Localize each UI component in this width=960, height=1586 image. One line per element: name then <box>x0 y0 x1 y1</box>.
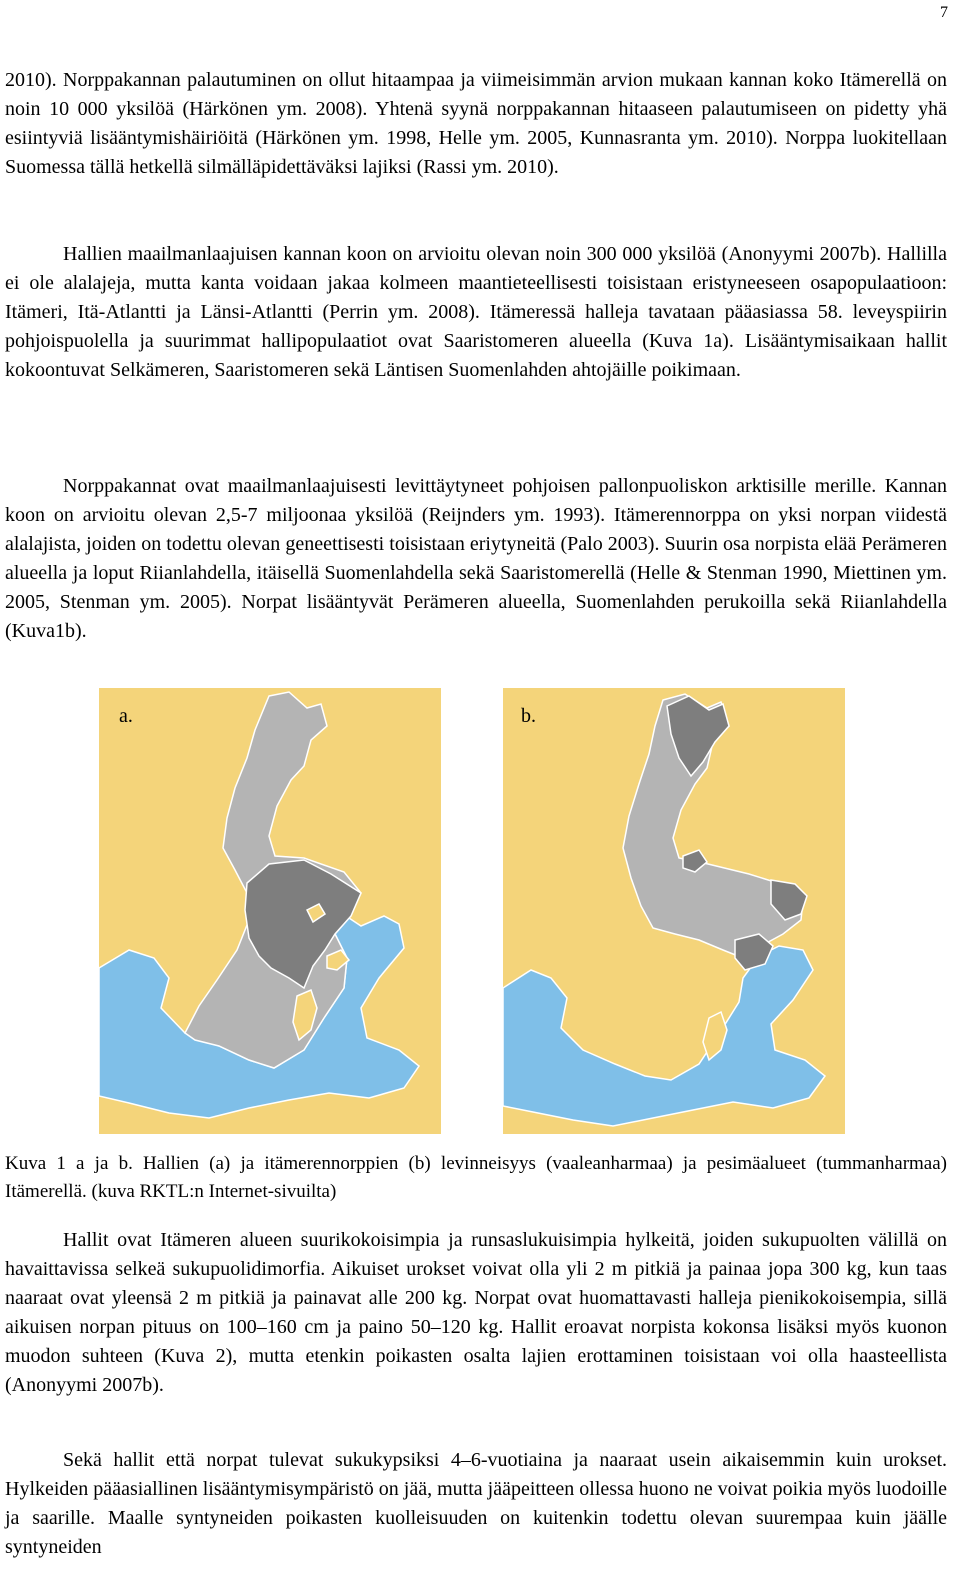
map-panel-b <box>503 688 845 1134</box>
paragraph-hallit-population: Hallien maailmanlaajuisen kannan koon on arvioitu olevan noin 300 000 yksilöä (Anonyymi 2007b). Hallilla ei ole alalajeja, mutta kanta voidaan jakaa kolmeen maantieteellisesti toisistaan eristyneeseen osapopulaatioon: Itämeri, Itä-Atlantti ja Länsi-Atlantti (Perrin ym. 2008). Itämeressä halleja tavataan pääasiassa 58. leveyspiirin pohjoispuolella ja suurimmat hallipopulaatiot ovat Saaristomeren alueella (Kuva 1a). Lisääntymisaikaan hallit kokoontuvat Selkämeren, Saaristomeren sekä Läntisen Suomenlahden ahtojäille poikimaan. <box>5 243 947 381</box>
figure-caption: Kuva 1 a ja b. Hallien (a) ja itämerennorppien (b) levinneisyys (vaaleanharmaa) ja pesimäalueet (tummanharmaa) Itämerellä. (kuva RKTL:n Internet-sivuilta) <box>5 1153 947 1202</box>
page-number: 7 <box>940 4 948 21</box>
panel-a-label: a. <box>119 705 133 727</box>
paragraph-maturity: Sekä hallit että norpat tulevat sukukypsiksi 4–6-vuotiaina ja naaraat usein aikaisemmin kuin urokset. Hylkeiden pääasiallinen lisääntymisympäristö on jää, mutta jääpeitteen ollessa huono ne voivat poikia myös luodoille ja saarille. Maalle syntyneiden poikasten kuolleisuuden on kuitenkin todettu olevan suurempaa kuin jäälle syntyneiden <box>5 1449 948 1558</box>
panel-b-label: b. <box>521 705 536 727</box>
paragraph-size-comparison: Hallit ovat Itämeren alueen suurikokoisimpia ja runsaslukuisimpia hylkeitä, joiden sukupuolten välillä on havaittavissa selkeä sukupuolidimorfia. Aikuiset urokset voivat olla yli 2 m pitkiä ja painaa jopa 300 kg, kun taas naaraat ovat yleensä 2 m pitkiä ja painavat alle 200 kg. Norpat ovat huomattavasti halleja pienikokoisempia, sillä aikuisen norpan pituus on 100–160 cm ja paino 50–120 kg. Hallit eroavat norpista kokonsa lisäksi myös kuonon muodon suhteen (Kuva 2), mutta etenkin poikasten osalta lajien erottaminen toisistaan voi olla haasteellista (Anonyymi 2007b). <box>5 1229 947 1396</box>
paragraph-norppa-status: 2010). Norppakannan palautuminen on ollut hitaampaa ja viimeisimmän arvion mukaan kannan koko Itämerellä on noin 10 000 yksilöä (Härkönen ym. 2008). Yhtenä syynä norppakannan hitaaseen palautumiseen on pidetty yhä esiintyviä lisääntymishäiriöitä (Härkönen ym. 1998, Helle ym. 2005, Kunnasranta ym. 2010). Norppa luokitellaan Suomessa tällä hetkellä silmälläpidettäväksi lajiksi (Rassi ym. 2010). <box>5 69 947 178</box>
map-panel-a <box>99 688 441 1134</box>
paragraph-norppa-population: Norppakannat ovat maailmanlaajuisesti levittäytyneet pohjoisen pallonpuoliskon arktisille merille. Kannan koon on arvioitu olevan 2,5-7 miljoonaa yksilöä (Reijnders ym. 1993). Itämerennorppa on yksi norpan viidestä alalajista, joiden on todettu olevan geneettisesti toisistaan eriytyneitä (Palo 2003). Suurin osa norpista elää Perämeren alueella ja loput Riianlahdella, itäisellä Suomenlahdella sekä Saaristomerellä (Helle & Stenman 1990, Miettinen ym. 2005, Stenman ym. 2005). Norpat lisääntyvät Perämeren alueella, Suomenlahden perukoilla sekä Riianlahdella (Kuva1b). <box>5 475 947 642</box>
baltic-distribution-figure <box>99 688 845 1134</box>
